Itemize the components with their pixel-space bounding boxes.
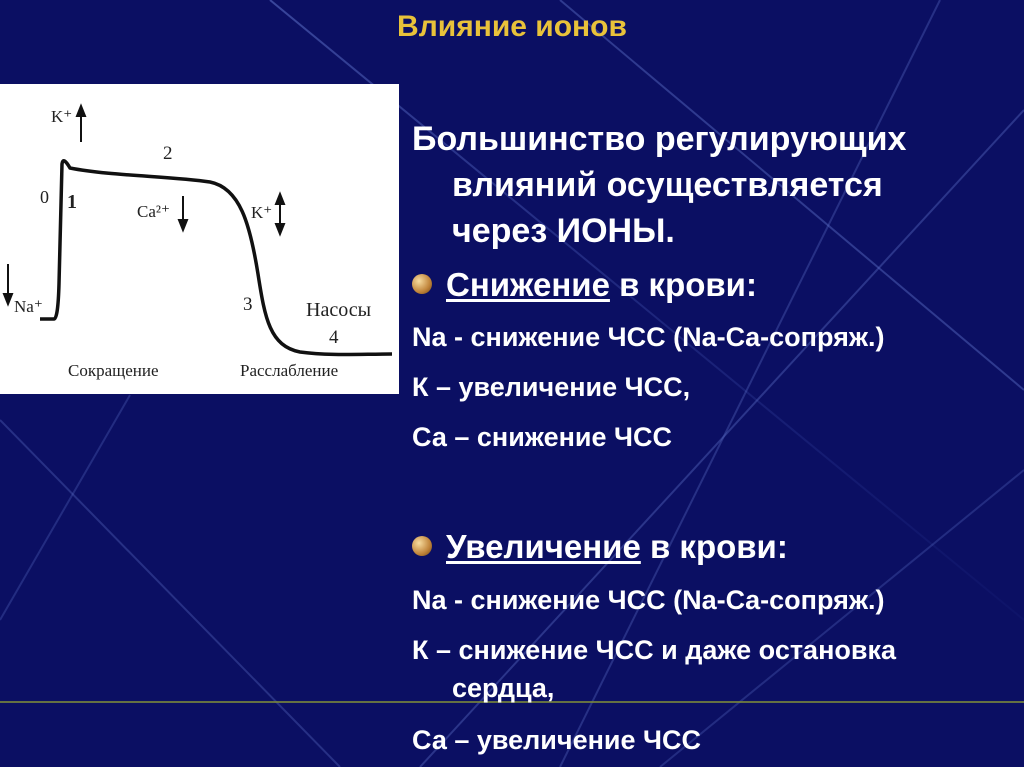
phase-2-label: 2 [163,143,173,164]
decrease-heading [412,266,757,304]
increase-heading-underlined: Увеличение [446,528,641,565]
action-potential-figure [0,84,399,394]
pumps-label: Насосы [306,299,372,321]
slide-title: Влияние ионов [397,10,627,43]
calcium-label: Ca²⁺ [137,202,170,221]
bullet-icon [412,274,432,294]
bullet-icon [412,536,432,556]
lead-line-2: влияний осуществляется [452,166,883,204]
lead-line-3: через ИОНЫ. [452,212,675,250]
increase-item-calcium: Са – увеличение ЧСС [412,725,701,755]
potassium-label-top: K⁺ [51,107,73,126]
sodium-label: Na⁺ [14,297,43,316]
increase-heading [412,528,788,566]
lead-line-1: Большинство регулирующих [412,120,907,158]
phase-4-label: 4 [329,327,339,348]
decrease-item-calcium: Са – снижение ЧСС [412,422,672,452]
decrease-heading-underlined: Снижение [446,266,610,303]
decrease-heading-rest: в крови: [609,266,757,303]
decrease-item-sodium: Na - снижение ЧСС (Na-Ca-сопряж.) [412,322,885,352]
action-potential-curve [0,84,399,394]
phase-0-label: 0 [40,187,49,207]
increase-item-potassium-cont: сердца, [452,673,555,703]
relaxation-label: Расслабление [240,361,339,380]
increase-heading-rest: в крови: [640,528,788,565]
increase-item-potassium: К – снижение ЧСС и даже остановка [412,635,896,665]
potassium-label-right: K⁺ [251,203,273,222]
phase-1-label: 1 [67,191,77,213]
increase-item-sodium: Na - снижение ЧСС (Na-Ca-сопряж.) [412,585,885,615]
phase-3-label: 3 [243,294,253,315]
lead-paragraph [412,116,906,254]
decrease-item-potassium: К – увеличение ЧСС, [412,372,691,402]
contraction-label: Сокращение [68,361,159,380]
